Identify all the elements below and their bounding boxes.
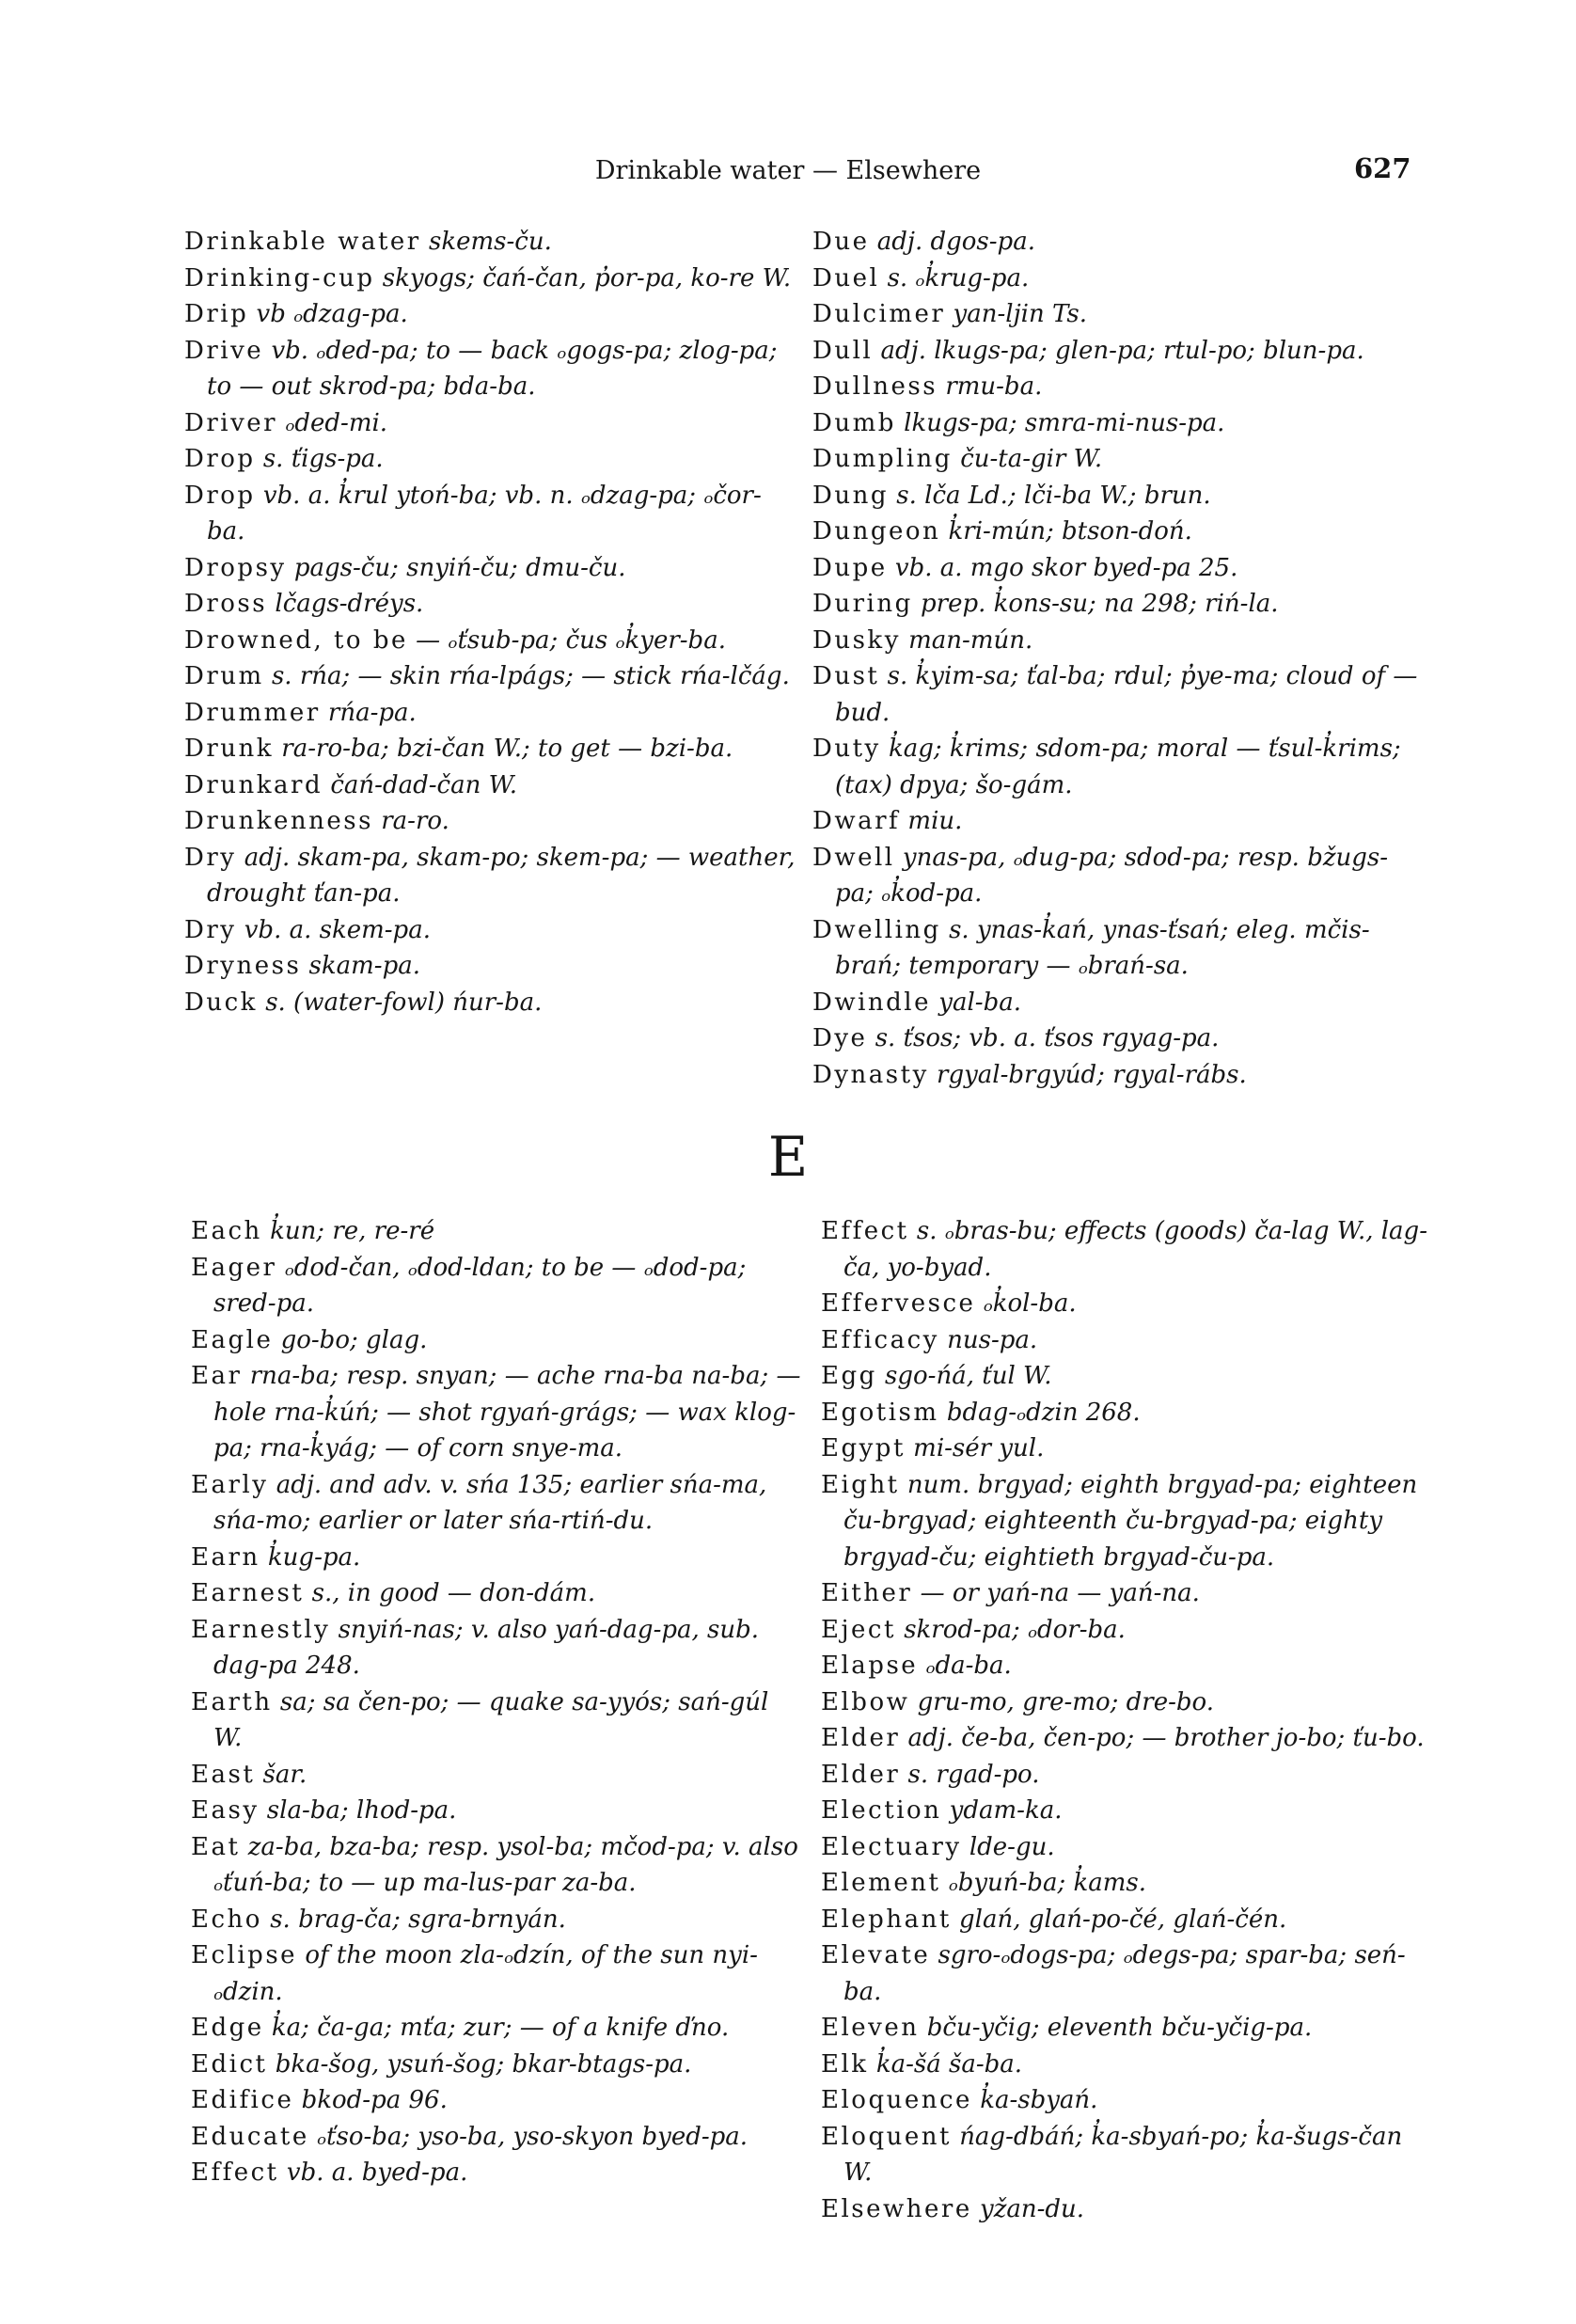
dictionary-entry xyxy=(191,1322,802,1359)
entry-headword: Drop xyxy=(184,445,256,473)
dictionary-entry xyxy=(821,1467,1432,1576)
entry-headword: Drunkard xyxy=(184,770,323,799)
entry-headword: Elevate xyxy=(821,1941,931,1969)
entry-headword: Drunk xyxy=(184,735,275,763)
entry-headword: Dross xyxy=(184,590,268,618)
entry-definition: s. brag-ča; sgra-brnyán. xyxy=(270,1905,566,1934)
dictionary-entry xyxy=(812,514,1424,550)
entry-definition: bdag-ₒdzin 268. xyxy=(946,1398,1141,1427)
entry-definition: ra-ro-ba; bzi-čan W.; to get — bzi-ba. xyxy=(281,735,733,763)
entry-definition: rńa-pa. xyxy=(327,698,417,727)
entry-headword: Edifice xyxy=(191,2086,294,2114)
entry-headword: Duel xyxy=(812,263,880,292)
dictionary-entry xyxy=(184,985,796,1021)
entry-headword: Dust xyxy=(812,662,880,690)
entry-definition: s. k̓yim-sa; ťal-ba; rdul; p̓ye-ma; cloud of — bud. xyxy=(835,662,1418,727)
running-title: Drinkable water — Elsewhere xyxy=(594,156,982,185)
entry-headword: Elder xyxy=(821,1724,901,1752)
entry-headword: Due xyxy=(812,228,870,256)
entry-definition: prep. k̓ons-su; na 298; riń-la. xyxy=(921,590,1279,618)
entry-definition: s. ťsos; vb. a. ťsos rgyag-pa. xyxy=(875,1024,1220,1052)
dictionary-entry xyxy=(821,1757,1432,1794)
dictionary-entry xyxy=(191,1757,802,1794)
dictionary-entry xyxy=(812,803,1424,840)
column-bottom-right xyxy=(821,1213,1432,2227)
dictionary-entry xyxy=(821,1431,1432,1467)
entry-headword: Elder xyxy=(821,1760,901,1789)
entry-definition: k̓a-sbyań. xyxy=(980,2086,1098,2114)
entry-definition: ₒda-ba. xyxy=(925,1652,1012,1680)
entry-headword: Easy xyxy=(191,1796,260,1825)
entry-definition: yan-ljin Ts. xyxy=(953,300,1088,328)
entry-definition: skrod-pa; ₒdor-ba. xyxy=(904,1615,1126,1644)
dictionary-entry xyxy=(821,1395,1432,1431)
entry-headword: Effect xyxy=(191,2158,279,2187)
dictionary-entry xyxy=(812,840,1424,912)
dictionary-entry xyxy=(184,767,796,804)
entry-definition: vb ₒdzag-pa. xyxy=(256,300,408,328)
entry-definition: adj. če-ba, čen-po; — brother jo-bo; ťu-bo. xyxy=(907,1724,1425,1752)
entry-definition: vb. a. mgo skor byed-pa 25. xyxy=(894,553,1238,582)
entry-headword: Electuary xyxy=(821,1832,962,1861)
entry-headword: Ear xyxy=(191,1362,243,1390)
dictionary-entry xyxy=(812,478,1424,514)
entry-definition: yal-ba. xyxy=(938,988,1021,1017)
dictionary-entry xyxy=(184,333,796,405)
dictionary-entry xyxy=(821,1865,1432,1902)
dictionary-entry xyxy=(191,1250,802,1322)
dictionary-entry xyxy=(191,1213,802,1250)
entry-headword: East xyxy=(191,1760,256,1789)
dictionary-entry xyxy=(812,912,1424,985)
dictionary-entry xyxy=(191,1829,802,1902)
column-top-left xyxy=(184,224,796,1020)
entry-definition: num. brgyad; eighth brgyad-pa; eighteen ču-brgyad; eighteenth ču-brgyad-pa; eighty brgyad-ču; eightieth brgyad-ču-pa. xyxy=(843,1470,1418,1572)
entry-headword: Dwindle xyxy=(812,988,932,1017)
entry-definition: vb. a. skem-pa. xyxy=(244,915,431,944)
entry-definition: of the moon zla-ₒdzín, of the sun nyi-ₒdzin. xyxy=(213,1941,758,2006)
entry-headword: Edict xyxy=(191,2049,268,2079)
dictionary-entry xyxy=(184,912,796,949)
entry-headword: Elk xyxy=(821,2049,869,2079)
entry-headword: Eloquence xyxy=(821,2086,972,2114)
entry-headword: Dynasty xyxy=(812,1060,929,1089)
entry-definition: sgo-ńá, ťul W. xyxy=(885,1362,1052,1390)
entry-headword: Eager xyxy=(191,1253,277,1282)
entry-headword: Dwarf xyxy=(812,807,901,835)
dictionary-entry xyxy=(821,1720,1432,1757)
entry-definition: vb. ₒded-pa; to — back ₒgogs-pa; zlog-pa; to — out skrod-pa; bda-ba. xyxy=(207,336,778,401)
dictionary-entry xyxy=(821,1612,1432,1649)
entry-definition: s. ťigs-pa. xyxy=(262,445,384,473)
dictionary-entry xyxy=(821,1684,1432,1721)
entry-definition: k̓a; ča-ga; mťa; zur; — of a knife ďno. xyxy=(271,2014,730,2042)
entry-definition: bču-yčig; eleventh bču-yčig-pa. xyxy=(926,2014,1313,2042)
entry-definition: sgro-ₒdogs-pa; ₒdegs-pa; spar-ba; seń-ba. xyxy=(843,1941,1406,2006)
dictionary-entry xyxy=(812,296,1424,333)
entry-definition: vb. a. k̓rul ytoń-ba; vb. n. ₒdzag-pa; ₒčor-ba. xyxy=(207,481,762,545)
entry-headword: Edge xyxy=(191,2014,264,2042)
entry-definition: čań-dad-čan W. xyxy=(330,770,518,799)
dictionary-entry xyxy=(821,2119,1432,2191)
entry-headword: Driver xyxy=(184,408,278,437)
entry-headword: Drowned, to be xyxy=(184,625,408,655)
entry-definition: s. lča Ld.; lči-ba W.; brun. xyxy=(896,481,1211,510)
entry-definition: gru-mo, gre-mo; dre-bo. xyxy=(917,1687,1214,1716)
entry-definition: ydam-ka. xyxy=(949,1796,1063,1825)
dictionary-entry xyxy=(184,731,796,767)
dictionary-entry xyxy=(821,1358,1432,1395)
entry-definition: go-bo; glag. xyxy=(280,1325,428,1354)
entry-definition: k̓ug-pa. xyxy=(267,1542,361,1572)
dictionary-entry xyxy=(191,1467,802,1540)
dictionary-entry xyxy=(812,261,1424,297)
entry-headword: Drop xyxy=(184,481,256,510)
entry-definition: bkod-pa 96. xyxy=(301,2086,448,2114)
entry-definition: s. rgad-po. xyxy=(907,1760,1040,1789)
entry-headword: Dumpling xyxy=(812,445,953,473)
entry-headword: Dumb xyxy=(812,408,896,437)
dictionary-entry xyxy=(821,1829,1432,1866)
dictionary-entry xyxy=(191,2047,802,2083)
dictionary-entry xyxy=(812,586,1424,623)
dictionary-entry xyxy=(184,296,796,333)
dictionary-entry xyxy=(812,441,1424,478)
dictionary-entry xyxy=(821,1902,1432,1938)
dictionary-entry xyxy=(184,803,796,840)
entry-definition: rna-ba; resp. snyan; — ache rna-ba na-ba; — hole rna-k̓úń; — shot rgyań-grágs; — wax klog-pa; rna-k̓yág; — of corn snye-ma. xyxy=(213,1362,801,1462)
dictionary-entry xyxy=(184,840,796,912)
entry-definition: sla-ba; lhod-pa. xyxy=(266,1796,457,1825)
dictionary-entry xyxy=(821,2047,1432,2083)
dictionary-entry xyxy=(812,550,1424,587)
entry-headword: Eat xyxy=(191,1832,241,1861)
entry-headword: Earnestly xyxy=(191,1615,331,1644)
entry-definition: skyogs; čań-čan, p̓or-pa, ko-re W. xyxy=(382,263,792,292)
entry-definition: ču-ta-gir W. xyxy=(960,445,1103,473)
dictionary-entry xyxy=(821,2082,1432,2119)
entry-headword: Dye xyxy=(812,1024,868,1052)
dictionary-entry xyxy=(191,1358,802,1467)
entry-definition: vb. a. byed-pa. xyxy=(286,2158,468,2187)
entry-headword: Eloquent xyxy=(821,2122,952,2151)
entry-headword: Eclipse xyxy=(191,1941,298,1969)
entry-headword: Dropsy xyxy=(184,553,287,582)
entry-definition: s. (water-fowl) ńur-ba. xyxy=(265,988,543,1017)
entry-definition: za-ba, bza-ba; resp. ysol-ba; mčod-pa; v. also ₒťuń-ba; to — up ma-lus-par za-ba. xyxy=(213,1832,798,1897)
entry-definition: adj. dgos-pa. xyxy=(876,228,1035,256)
entry-headword: Duty xyxy=(812,735,881,763)
entry-headword: Drip xyxy=(184,300,249,328)
dictionary-entry xyxy=(812,333,1424,370)
entry-definition: adj. skam-pa, skam-po; skem-pa; — weather, drought ťan-pa. xyxy=(207,843,796,908)
entry-definition: mi-sér yul. xyxy=(913,1434,1045,1462)
entry-headword: Elephant xyxy=(821,1905,952,1934)
entry-definition: yžan-du. xyxy=(980,2194,1085,2223)
entry-headword: Dull xyxy=(812,336,874,365)
entry-headword: Early xyxy=(191,1470,269,1499)
entry-definition: ₒťso-ba; yso-ba, yso-skyon byed-pa. xyxy=(317,2122,749,2151)
entry-headword: Earn xyxy=(191,1542,260,1572)
dictionary-entry xyxy=(184,948,796,985)
entry-definition: ₒdod-čan, ₒdod-ldan; to be — ₒdod-pa; sred-pa. xyxy=(213,1253,747,1318)
entry-definition: lkugs-pa; smra-mi-nus-pa. xyxy=(904,408,1225,437)
entry-definition: sa; sa čen-po; — quake sa-yyós; sań-gúl W. xyxy=(213,1687,769,1752)
dictionary-entry xyxy=(191,2082,802,2119)
dictionary-entry xyxy=(812,405,1424,442)
entry-definition: ynas-pa, ₒdug-pa; sdod-pa; resp. bžugs-pa; ₒk̓od-pa. xyxy=(835,843,1389,908)
dictionary-entry xyxy=(191,1540,802,1576)
column-top-right xyxy=(812,224,1424,1093)
entry-headword: Dusky xyxy=(812,625,901,655)
entry-headword: Educate xyxy=(191,2122,309,2151)
entry-headword: Drive xyxy=(184,336,264,365)
dictionary-entry xyxy=(191,1684,802,1757)
entry-headword: During xyxy=(812,590,913,618)
entry-definition: skam-pa. xyxy=(308,952,420,980)
dictionary-entry xyxy=(184,478,796,550)
entry-definition: k̓ag; k̓rims; sdom-pa; moral — ťsul-k̓rims; (tax) dpya; šo-gám. xyxy=(835,735,1401,799)
dictionary-entry xyxy=(184,261,796,297)
entry-definition: — or yań-na — yań-na. xyxy=(920,1579,1200,1607)
dictionary-entry xyxy=(821,1575,1432,1612)
entry-headword: Election xyxy=(821,1796,942,1825)
dictionary-entry xyxy=(191,1575,802,1612)
dictionary-entry xyxy=(812,985,1424,1021)
entry-headword: Earnest xyxy=(191,1579,305,1607)
entry-definition: s. ₒk̓rug-pa. xyxy=(887,263,1030,292)
dictionary-entry xyxy=(812,658,1424,731)
dictionary-entry xyxy=(184,658,796,695)
entry-headword: Effervesce xyxy=(821,1289,976,1318)
entry-headword: Eight xyxy=(821,1470,900,1499)
entry-definition: ra-ro. xyxy=(381,807,449,835)
dictionary-entry xyxy=(184,550,796,587)
entry-headword: Drunkenness xyxy=(184,807,373,835)
entry-definition: k̓a-šá ša-ba. xyxy=(875,2049,1023,2079)
entry-headword: Dwelling xyxy=(812,915,941,944)
entry-headword: Earth xyxy=(191,1687,273,1716)
entry-headword: Either xyxy=(821,1579,913,1607)
dictionary-entry xyxy=(191,1612,802,1684)
entry-headword: Elapse xyxy=(821,1652,919,1680)
entry-definition: k̓ri-mún; btson-doń. xyxy=(948,517,1192,545)
entry-headword: Elbow xyxy=(821,1687,910,1716)
dictionary-entry xyxy=(812,224,1424,261)
entry-headword: Dry xyxy=(184,915,237,944)
dictionary-entry xyxy=(821,1286,1432,1322)
entry-headword: Dungeon xyxy=(812,517,941,545)
dictionary-entry xyxy=(184,623,796,659)
dictionary-entry xyxy=(184,224,796,261)
entry-headword: Eagle xyxy=(191,1325,274,1354)
page-number: 627 xyxy=(1354,152,1411,184)
entry-definition: k̓un; re, re-ré xyxy=(270,1217,435,1245)
entry-definition: ₒbyuń-ba; k̓ams. xyxy=(948,1869,1146,1897)
dictionary-entry xyxy=(191,1902,802,1938)
entry-definition: ńag-dbáń; k̓a-sbyań-po; k̓a-šugs-čan W. xyxy=(843,2122,1403,2187)
dictionary-entry xyxy=(821,2191,1432,2228)
entry-definition: man-mún. xyxy=(908,625,1033,655)
dictionary-entry xyxy=(184,695,796,732)
dictionary-entry xyxy=(191,1937,802,2010)
dictionary-entry xyxy=(812,623,1424,659)
dictionary-entry xyxy=(821,2010,1432,2047)
entry-definition: miu. xyxy=(907,807,963,835)
entry-headword: Effect xyxy=(821,1217,909,1245)
dictionary-entry xyxy=(821,1648,1432,1684)
entry-headword: Drum xyxy=(184,662,264,690)
entry-definition: — ₒťsub-pa; čus ₒk̓yer-ba. xyxy=(416,625,726,655)
entry-headword: Dupe xyxy=(812,553,888,582)
entry-definition: adj. lkugs-pa; glen-pa; rtul-po; blun-pa. xyxy=(880,336,1364,365)
dictionary-entry xyxy=(184,441,796,478)
entry-headword: Eject xyxy=(821,1615,896,1644)
entry-definition: s. ₒbras-bu; effects (goods) ča-lag W., lag-ča, yo-byad. xyxy=(843,1217,1427,1282)
dictionary-entry xyxy=(812,731,1424,803)
section-letter: E xyxy=(767,1125,809,1189)
entry-definition: s. rńa; — skin rńa-lpágs; — stick rńa-lčág. xyxy=(271,662,790,690)
entry-headword: Drinking-cup xyxy=(184,263,375,292)
dictionary-entry xyxy=(812,369,1424,405)
entry-definition: bka-šog, ysuń-šog; bkar-btags-pa. xyxy=(275,2049,692,2079)
entry-headword: Elsewhere xyxy=(821,2194,972,2223)
entry-headword: Each xyxy=(191,1217,262,1245)
entry-headword: Egotism xyxy=(821,1398,939,1427)
entry-definition: adj. and adv. v. sńa 135; earlier sńa-ma, sńa-mo; earlier or later sńa-rtiń-du. xyxy=(213,1470,767,1535)
entry-definition: s., in good — don-dám. xyxy=(311,1579,596,1607)
entry-definition: s. ynas-k̓ań, ynas-ťsań; eleg. mčis-brań; temporary — ₒbrań-sa. xyxy=(835,915,1370,980)
entry-definition: ₒk̓ol-ba. xyxy=(983,1289,1077,1318)
entry-definition: rgyal-brgyúd; rgyal-rábs. xyxy=(937,1060,1247,1089)
entry-definition: ₒded-mi. xyxy=(285,408,388,437)
entry-headword: Eleven xyxy=(821,2014,920,2042)
entry-headword: Duck xyxy=(184,988,258,1017)
entry-definition: snyiń-nas; v. also yań-dag-pa, sub. dag-pa 248. xyxy=(213,1615,760,1680)
entry-definition: šar. xyxy=(262,1760,307,1789)
entry-definition: rmu-ba. xyxy=(945,372,1043,401)
dictionary-entry xyxy=(812,1020,1424,1057)
dictionary-entry xyxy=(191,2010,802,2047)
entry-headword: Efficacy xyxy=(821,1325,939,1354)
entry-definition: lčags-dréys. xyxy=(275,590,424,618)
entry-definition: lde-gu. xyxy=(969,1832,1055,1861)
dictionary-entry xyxy=(821,1793,1432,1829)
dictionary-entry xyxy=(191,2119,802,2156)
entry-headword: Egg xyxy=(821,1362,877,1390)
entry-headword: Dry xyxy=(184,843,237,872)
dictionary-entry xyxy=(821,1322,1432,1359)
dictionary-entry xyxy=(821,1213,1432,1286)
entry-headword: Drinkable water xyxy=(184,228,421,256)
entry-definition: skems-ču. xyxy=(429,228,552,256)
dictionary-entry xyxy=(812,1057,1424,1094)
entry-headword: Dung xyxy=(812,481,889,510)
entry-headword: Dryness xyxy=(184,952,302,980)
entry-headword: Element xyxy=(821,1869,941,1897)
dictionary-entry xyxy=(821,1937,1432,2010)
dictionary-entry xyxy=(191,1793,802,1829)
entry-headword: Dulcimer xyxy=(812,300,946,328)
entry-headword: Egypt xyxy=(821,1434,906,1462)
entry-headword: Dwell xyxy=(812,843,895,872)
entry-definition: pags-ču; snyiń-ču; dmu-ču. xyxy=(293,553,626,582)
entry-headword: Echo xyxy=(191,1905,262,1934)
column-bottom-left xyxy=(191,1213,802,2191)
entry-headword: Dullness xyxy=(812,372,938,401)
entry-definition: nus-pa. xyxy=(947,1325,1038,1354)
dictionary-entry xyxy=(191,2155,802,2191)
dictionary-entry xyxy=(184,586,796,623)
entry-headword: Drummer xyxy=(184,698,321,727)
entry-definition: glań, glań-po-čé, glań-čén. xyxy=(959,1905,1287,1934)
dictionary-entry xyxy=(184,405,796,442)
